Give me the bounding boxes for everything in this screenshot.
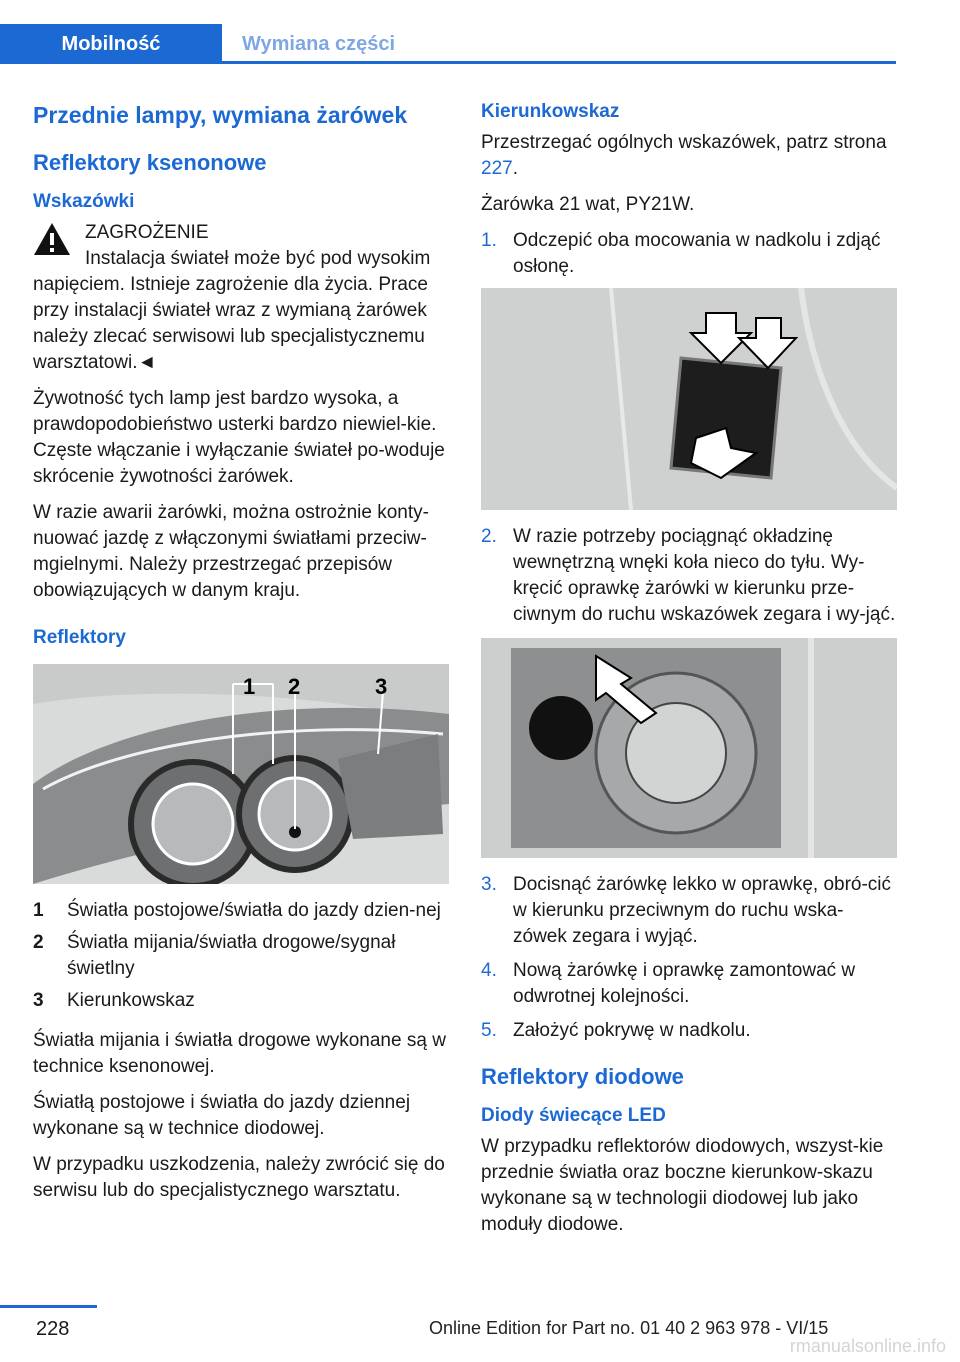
legend-item: 1 Światła postojowe/światła do jazdy dzien‐nej: [33, 900, 441, 921]
paragraph-xenon: Światła mijania i światła drogowe wykonane są w technice ksenonowej.: [33, 1030, 446, 1077]
warning-text-first: Instalacja świateł może być pod wysokim: [85, 248, 431, 269]
warning-title: ZAGROŻENIE: [85, 222, 209, 243]
figure-label-2: 2: [288, 674, 301, 699]
turn-signal-intro: Przestrzegać ogólnych wskazówek, patrz strona 227.: [481, 132, 887, 179]
step-item: 3. Docisnąć żarówkę lekko w oprawkę, obró‐cić w kierunku przeciwnym do ruchu wska‐zówek zegara i wyjąć.: [481, 874, 892, 947]
headlight-illustration: [33, 664, 449, 884]
tab-wymiana-czesci[interactable]: Wymiana części: [242, 32, 396, 55]
edition-text: Online Edition for Part no. 01 40 2 963 978 - VI/15: [429, 1318, 829, 1338]
step-item: 2. W razie potrzeby pociągnąć okładzinę wewnętrzną wnęki koła nieco do tyłu. Wy‐kręcić oprawkę żarówki w kierunku prze‐ciwnym do ruchu wskazówek zegara i wy‐jąć.: [481, 526, 896, 625]
footer-divider: [0, 1305, 97, 1308]
paragraph-lifetime: Żywotność tych lamp jest bardzo wysoka, a prawdopodobieństwo usterki bardzo niewiel‐kie. Częste włączanie i wyłączanie świateł po‐woduje skrócenie żywotności żarówek.: [33, 388, 445, 487]
warning-text: napięciem. Istnieje zagrożenie dla życia. Prace przy instalacji świateł wraz z wymianą żarówek należy zlecać serwisowi lub specjalistycznemu warsztatowi.◄: [33, 274, 428, 373]
page-title: Przednie lampy, wymiana żarówek: [33, 102, 408, 128]
watermark: rmanualsonline.info: [789, 1336, 946, 1356]
step-item: 4. Nową żarówkę i oprawkę zamontować w odwrotnej kolejności.: [481, 960, 856, 1007]
paragraph-service: W przypadku uszkodzenia, należy zwrócić się do serwisu lub do specjalistycznego warsztatu.: [33, 1154, 445, 1201]
step-item: 5. Założyć pokrywę w nadkolu.: [481, 1020, 751, 1041]
paragraph-failure: W razie awarii żarówki, można ostrożnie konty‐nuować jazdę z włączonymi światłami przeciw‐mgielnymi. Należy przestrzegać przepisów obowiązujących w danym kraju.: [33, 502, 429, 601]
figure-label-3: 3: [375, 674, 388, 699]
reflectors-heading: Reflektory: [33, 627, 126, 648]
section-heading-xenon: Reflektory ksenonowe: [33, 150, 267, 175]
turn-signal-heading: Kierunkowskaz: [481, 101, 620, 122]
wheel-arch-cover-figure: [481, 288, 897, 510]
left-column: [33, 100, 449, 1214]
warning-block: [33, 220, 449, 376]
led-section-heading: Reflektory diodowe: [481, 1064, 684, 1089]
bulb-socket-illustration: [481, 638, 897, 858]
paragraph-diode: Światłą postojowe i światła do jazdy dziennej wykonane są w technice diodowej.: [33, 1092, 411, 1139]
headlight-figure: [33, 664, 449, 884]
header-divider: [222, 61, 896, 64]
led-subheading: Diody świecące LED: [481, 1105, 666, 1126]
bulb-spec: Żarówka 21 wat, PY21W.: [481, 194, 695, 215]
page-number: 228: [36, 1318, 70, 1340]
wheel-arch-illustration: [481, 288, 897, 510]
legend-list: [33, 898, 449, 1014]
figure-label-1: 1: [243, 674, 256, 699]
legend-item: 2 Światła mijania/światła drogowe/sygnał świetlny: [33, 932, 396, 979]
tab-mobilnosc[interactable]: Mobilność: [0, 24, 222, 64]
warning-icon: [33, 222, 71, 256]
legend-item: 3 Kierunkowskaz: [33, 990, 195, 1011]
notes-heading: Wskazówki: [33, 191, 135, 212]
led-paragraph: W przypadku reflektorów diodowych, wszyst‐kie przednie światła oraz boczne kierunkow‐skazu wykonane są w technologii diodowej lub jako moduły diodowe.: [481, 1136, 884, 1235]
bulb-socket-figure: [481, 638, 897, 858]
step-item: 1. Odczepić oba mocowania w nadkolu i zdjąć osłonę.: [481, 230, 881, 277]
right-column: [481, 100, 897, 1248]
page-link[interactable]: 227: [481, 158, 513, 179]
